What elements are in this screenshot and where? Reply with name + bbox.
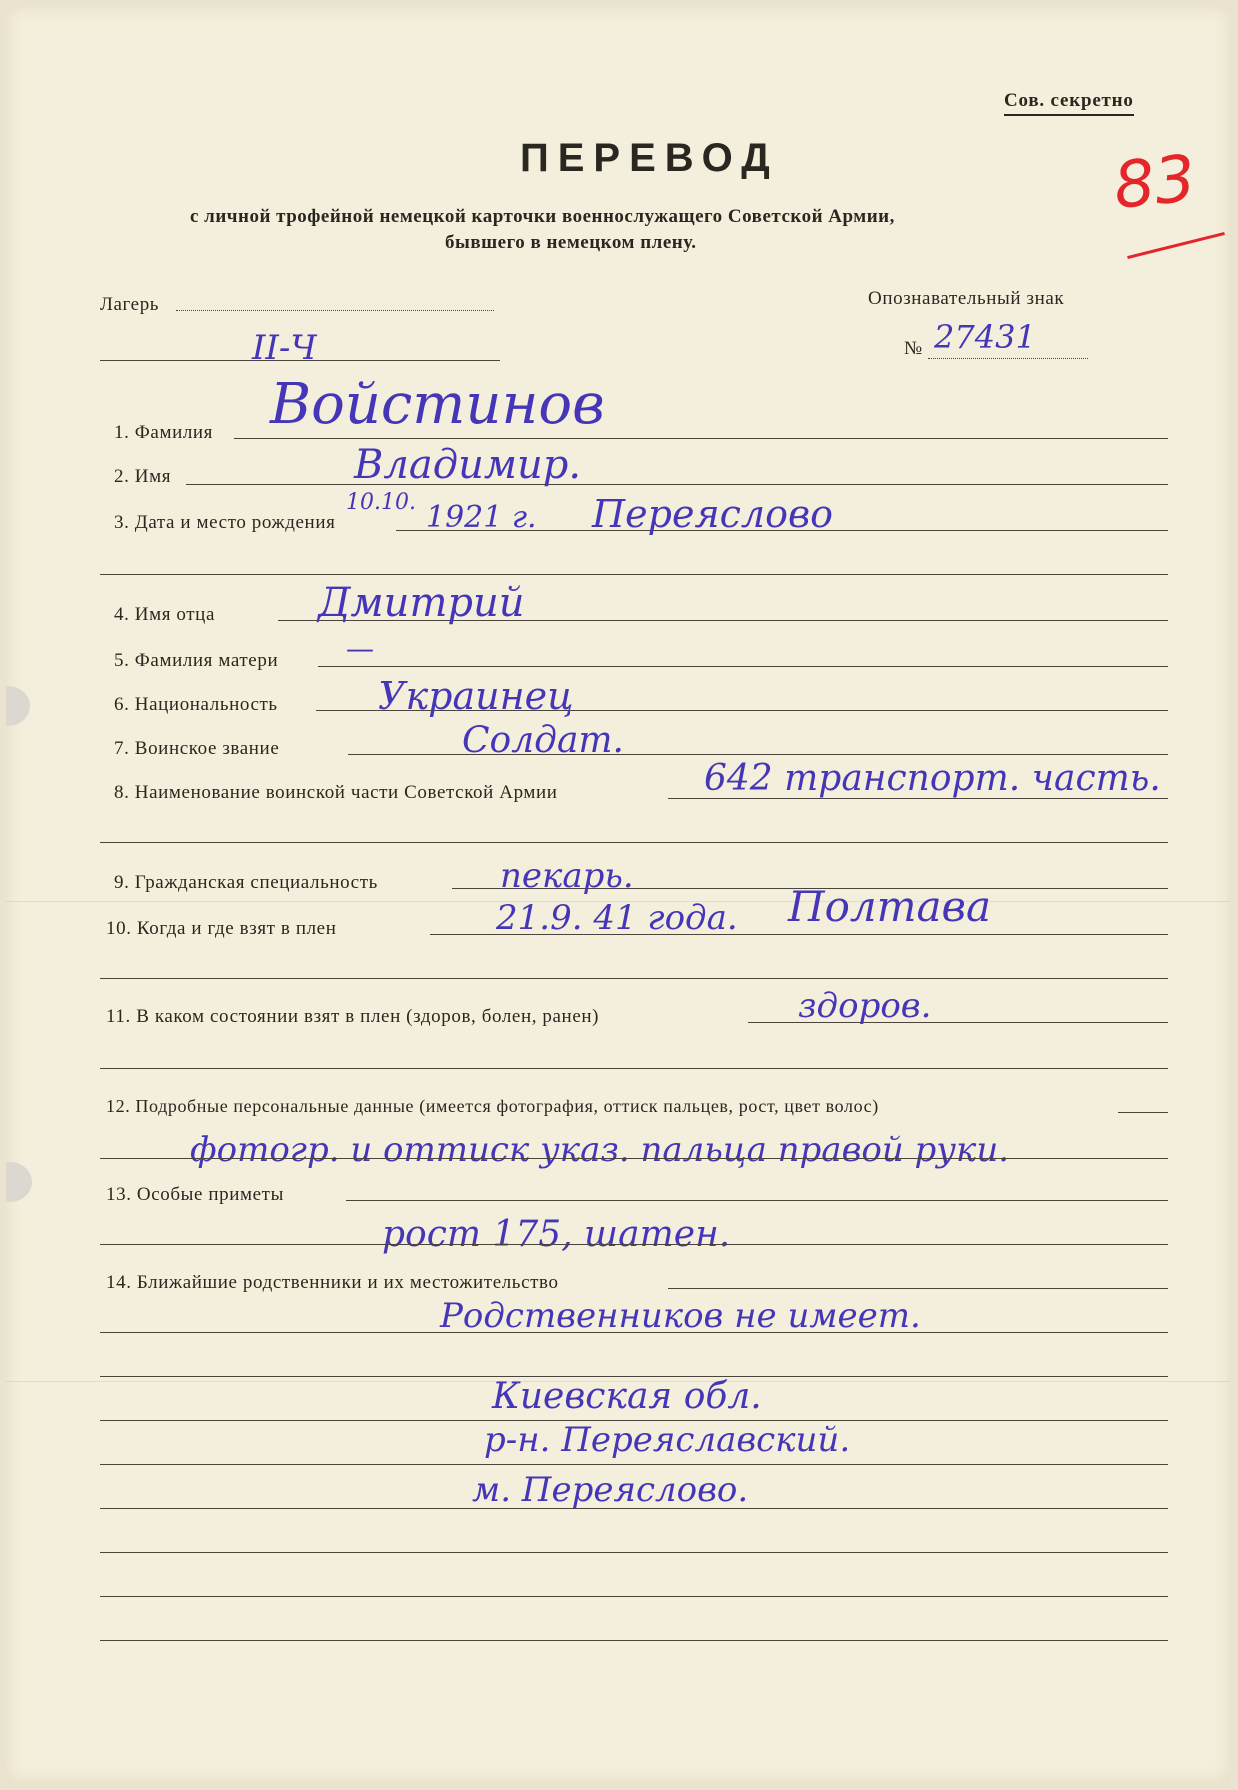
camp-dotted-line (176, 310, 494, 311)
punch-hole (6, 1162, 32, 1202)
field-line (100, 1596, 1168, 1597)
field-value-birth-place: Переяслово (592, 492, 833, 536)
field-line (100, 978, 1168, 979)
camp-line (100, 360, 500, 361)
field-value-address-region: Киевская обл. (492, 1376, 762, 1417)
id-mark-value: 27431 (934, 318, 1036, 356)
field-line (100, 1508, 1168, 1509)
id-mark-label: Опознавательный знак (868, 288, 1065, 309)
field-line (186, 484, 1168, 485)
document-sheet (6, 6, 1230, 1782)
field-value-father: Дмитрий (318, 580, 525, 626)
field-line (1118, 1112, 1168, 1113)
stamp-underline (1127, 232, 1225, 259)
field-label-nationality: 6. Национальность (114, 694, 278, 715)
page-number-stamp: 83 (1110, 141, 1200, 225)
field-line (234, 438, 1168, 439)
field-line (100, 1244, 1168, 1245)
field-label-mother: 5. Фамилия матери (114, 650, 279, 671)
field-line (100, 1552, 1168, 1553)
field-line (100, 1464, 1168, 1465)
field-label-personal-data: 12. Подробные персональные данные (имеется фотография, оттиск пальцев, рост, цвет волос) (106, 1096, 879, 1116)
field-line (100, 842, 1168, 843)
field-value-unit: 642 транспорт. часть. (704, 758, 1161, 799)
field-value-profession: пекарь. (500, 856, 634, 896)
field-label-relatives: 14. Ближайшие родственники и их местожительство (106, 1272, 559, 1293)
field-value-features: рост 175, шатен. (382, 1214, 731, 1255)
field-value-captured-place: Полтава (788, 882, 992, 931)
field-label-rank: 7. Воинское звание (114, 738, 280, 759)
field-label-father: 4. Имя отца (114, 604, 215, 625)
field-label-surname: 1. Фамилия (114, 422, 214, 443)
field-value-captured-date: 21.9. 41 года. (496, 898, 738, 938)
field-value-condition: здоров. (798, 986, 932, 1026)
field-label-features: 13. Особые приметы (106, 1184, 284, 1205)
field-value-surname: Войстинов (270, 372, 605, 437)
camp-label: Лагерь (100, 294, 160, 315)
camp-value: II-Ч (252, 328, 317, 368)
field-label-profession: 9. Гражданская специальность (114, 872, 378, 893)
field-value-address-town: м. Переяслово. (472, 1470, 749, 1510)
field-line (100, 1640, 1168, 1641)
field-value-nationality: Украинец (378, 674, 574, 718)
field-label-captured: 10. Когда и где взят в плен (106, 918, 337, 939)
punch-hole (6, 686, 30, 726)
field-label-birth: 3. Дата и место рождения (114, 512, 336, 533)
field-line (100, 1332, 1168, 1333)
field-label-name: 2. Имя (114, 466, 172, 487)
field-value-name: Владимир. (354, 442, 582, 488)
id-mark-number-sign: № (904, 338, 923, 359)
field-label-unit: 8. Наименование воинской части Советской Армии (114, 782, 558, 803)
field-line (318, 666, 1168, 667)
field-line (100, 1068, 1168, 1069)
classification-mark: Сов. секретно (1004, 90, 1134, 116)
document-subtitle: с личной трофейной немецкой карточки военнослужащего Советской Армии, (190, 206, 895, 227)
field-value-rank: Солдат. (462, 720, 624, 761)
field-value-mother: — (346, 632, 374, 665)
field-value-birth-date: 10.10. (346, 490, 416, 515)
field-value-relatives: Родственников не имеет. (440, 1296, 921, 1336)
field-line (668, 1288, 1168, 1289)
field-line (100, 574, 1168, 575)
id-mark-dotted-line (928, 358, 1088, 359)
field-value-address-district: р-н. Переяславский. (484, 1420, 851, 1460)
document-title: ПЕРЕВОД (520, 136, 779, 180)
field-line (346, 1200, 1168, 1201)
field-label-condition: 11. В каком состоянии взят в плен (здоров, болен, ранен) (106, 1006, 600, 1027)
document-subtitle-line2: бывшего в немецком плену. (445, 232, 697, 253)
field-line (100, 1158, 1168, 1159)
field-value-birth-year: 1921 г. (426, 500, 537, 535)
field-value-personal-data: фотогр. и оттиск указ. пальца правой руки. (190, 1130, 1010, 1170)
